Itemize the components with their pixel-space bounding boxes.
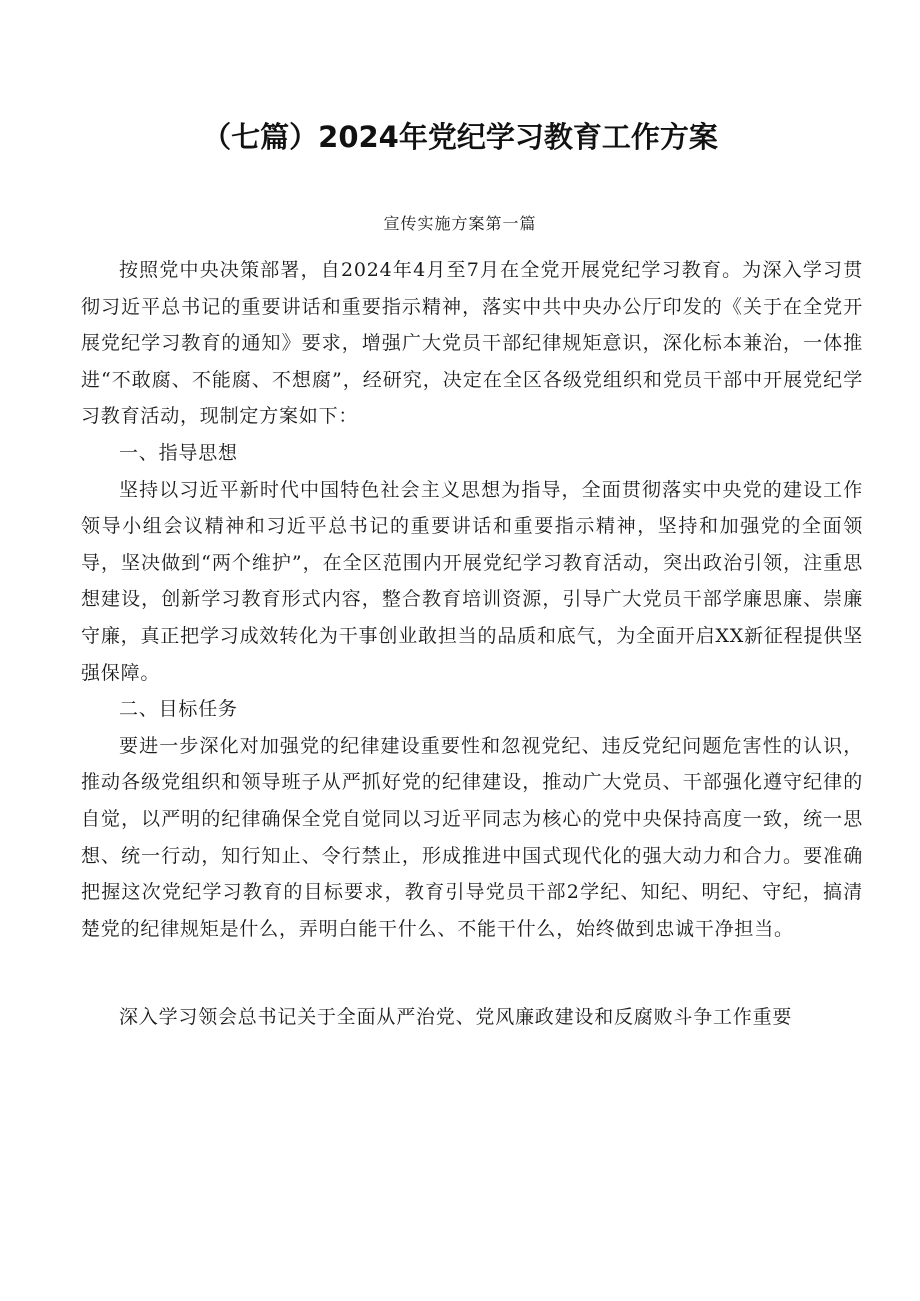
document-body: [81, 252, 863, 1036]
intro-paragraph: 按照党中央决策部署，自2024年4月至7月在全党开展党纪学习教育。为深入学习贯彻习近平总书记的重要讲话和重要指示精神，落实中共中央办公厅印发的《关于在全党开展党纪学习教育的通知》要求，增强广大党员干部纪律规矩意识，深化标本兼治，一体推进“不敢腐、不能腐、不想腐”，经研究，决定在全区各级党组织和党员干部中开展党纪学习教育活动，现制定方案如下：: [81, 259, 863, 428]
document-title: （七篇）2024年党纪学习教育工作方案: [202, 120, 718, 155]
paragraph-goals-tasks: 要进一步深化对加强党的纪律建设重要性和忽视党纪、违反党纪问题危害性的认识，推动各级党组织和领导班子从严抓好党的纪律建设，推动广大党员、干部强化遵守纪律的自觉，以严明的纪律确保全党自觉同以习近平同志为核心的党中央保持高度一致，统一思想、统一行动，知行知止、令行禁止，形成推进中国式现代化的强大动力和合力。要准确把握这次党纪学习教育的目标要求，教育引导党员干部2学纪、知纪、明纪、守纪，搞清楚党的纪律规矩是什么，弄明白能干什么、不能干什么，始终做到忠诚干净担当。: [81, 734, 863, 940]
section-title: 宣传实施方案第一篇: [383, 214, 537, 233]
paragraph-guiding-ideology: 坚持以习近平新时代中国特色社会主义思想为指导，全面贯彻落实中央党的建设工作领导小组会议精神和习近平总书记的重要讲话和重要指示精神，坚持和加强党的全面领导，坚决做到“两个维护”，在全区范围内开展党纪学习教育活动，突出政治引领，注重思想建设，创新学习教育形式内容，整合教育培训资源，引导广大党员干部学廉思廉、崇廉守廉，真正把学习成效转化为干事创业敢担当的品质和底气，为全面开启XX新征程提供坚强保障。: [81, 478, 863, 684]
paragraph-study-requirements: 深入学习领会总书记关于全面从严治党、党风廉政建设和反腐败斗争工作重要: [119, 1006, 793, 1029]
heading-guiding-ideology: 一、指导思想: [119, 441, 238, 464]
heading-goals-tasks: 二、目标任务: [119, 698, 238, 721]
paragraph-gap: [81, 947, 863, 999]
